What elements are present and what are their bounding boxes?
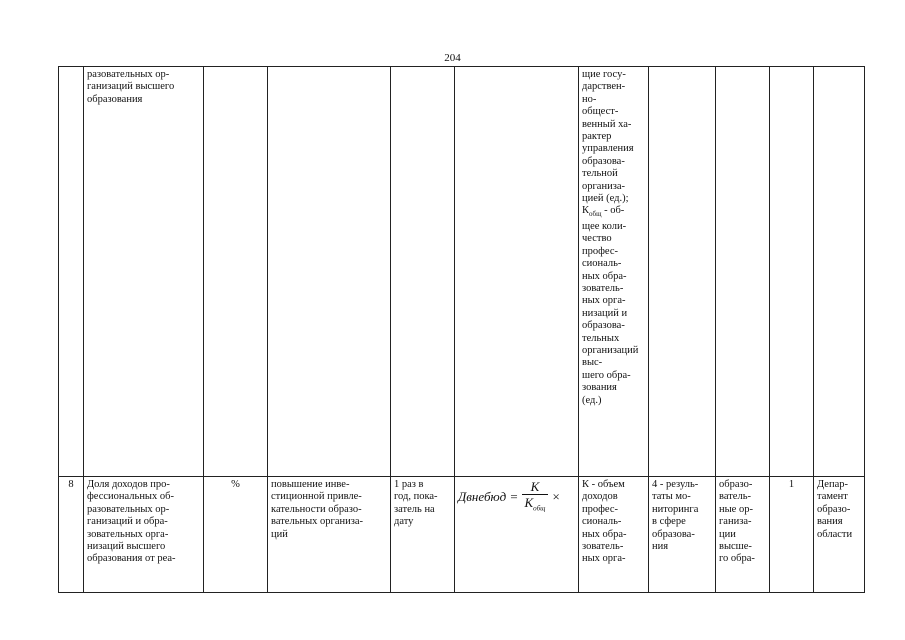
page-number: 204 [444, 52, 461, 64]
formula-lhs: Двнебюд [458, 488, 507, 504]
formula-denominator: $К_{общ}$ [524, 495, 546, 513]
formula-times: × [551, 488, 561, 504]
formula-numerator: К [522, 479, 549, 495]
formula-fraction [522, 479, 549, 517]
cell-formula-continued [455, 67, 579, 477]
indicator-table [58, 66, 865, 593]
cell-object-continued [716, 67, 770, 477]
cell-num-continued [59, 67, 84, 477]
variables-text-part2: - об- щее коли- чество профес- сиональ- ных обра- зователь- ных орга- низаций и образова- тельных организаций выс- шего обра- зования (ед.) [582, 205, 639, 406]
cell-data-source-continued [649, 67, 716, 477]
cell-count-continued [770, 67, 814, 477]
cell-name-continued: разовательных ор- ганизаций высшего образования [84, 67, 204, 477]
cell-responsible-continued [814, 67, 865, 477]
table-row-continuation [59, 67, 865, 477]
cell-data-source: 4 - резуль- таты мо- ниторинга в сфере образова- ния [649, 477, 716, 593]
cell-variables-continued [579, 67, 649, 477]
table-row-8 [59, 477, 865, 593]
cell-object: образо- ватель- ные ор- ганиза- ции высше- го обра- [716, 477, 770, 593]
cell-formula [455, 477, 579, 593]
variables-text-part1: щие госу- дарствен- но- общест- венный ха- рактер управления образова- тельной организа- цией (ед.); К [582, 69, 634, 217]
cell-num: 8 [59, 477, 84, 593]
variables-k-subscript: общ [589, 210, 602, 219]
cell-goal: повышение инве- стиционной привле- кательности образо- вательных организа- ций [268, 477, 391, 593]
cell-variables: К - объем доходов профес- сиональ- ных обра- зователь- ных орга- [579, 477, 649, 593]
cell-name: Доля доходов про- фессиональных об- разовательных ор- ганизаций и обра- зовательных орга- низаций высшего образования от реа- [84, 477, 204, 593]
cell-periodicity-continued [391, 67, 455, 477]
cell-responsible: Депар- тамент образо- вания области [814, 477, 865, 593]
formula-equals: = [509, 488, 519, 504]
cell-unit: % [204, 477, 268, 593]
cell-periodicity: 1 раз в год, пока- затель на дату [391, 477, 455, 593]
cell-count: 1 [770, 477, 814, 593]
cell-goal-continued [268, 67, 391, 477]
cell-unit-continued [204, 67, 268, 477]
